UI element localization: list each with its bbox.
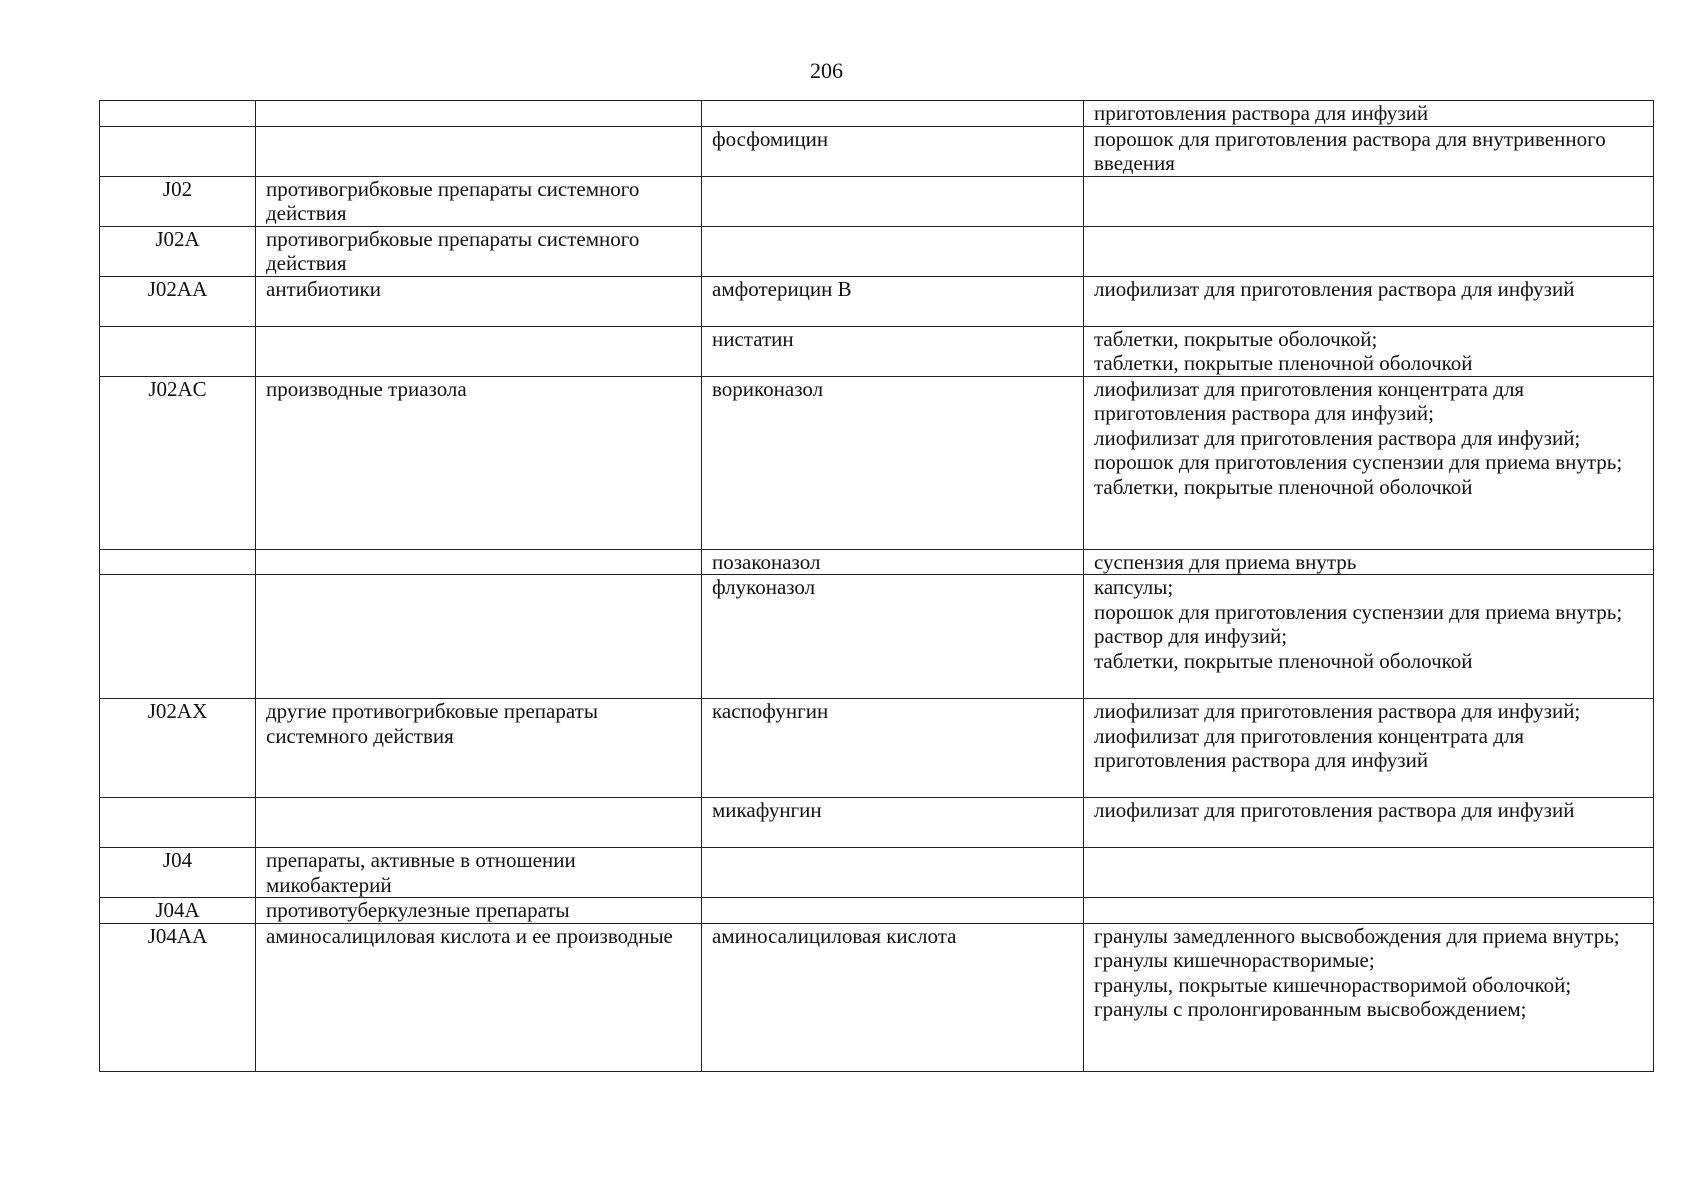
dosage-forms-cell	[1084, 226, 1654, 276]
anatomical-therapeutic-group-cell	[256, 575, 702, 699]
atc-code-cell: J02AC	[100, 376, 256, 549]
dosage-forms-cell	[1084, 126, 1654, 176]
atc-code-cell	[100, 798, 256, 848]
dosage-form-line: таблетки, покрытые пленочной оболочкой	[1094, 351, 1473, 375]
atc-code-cell: J02A	[100, 226, 256, 276]
table-row	[100, 549, 1654, 575]
medicinal-substance-cell: вориконазол	[702, 376, 1084, 549]
dosage-form-line: лиофилизат для приготовления концентрата для приготовления раствора для инфузий;	[1094, 376, 1525, 425]
table-row	[100, 898, 1654, 924]
dosage-forms-cell	[1084, 101, 1654, 127]
dosage-form-line: гранулы с пролонгированным высвобождением;	[1094, 997, 1527, 1021]
atc-code-cell	[100, 575, 256, 699]
table-row	[100, 923, 1654, 1071]
medicinal-substance-cell	[702, 848, 1084, 898]
medicinal-substance-cell	[702, 176, 1084, 226]
table-row	[100, 376, 1654, 549]
dosage-forms-cell	[1084, 923, 1654, 1071]
dosage-form-line: таблетки, покрытые пленочной оболочкой	[1094, 474, 1473, 499]
anatomical-therapeutic-group-cell	[256, 126, 702, 176]
dosage-forms-cell	[1084, 898, 1654, 924]
anatomical-therapeutic-group-cell: препараты, активные в отношении микобактерий	[256, 848, 702, 898]
page-number: 206	[810, 58, 843, 83]
atc-code-cell	[100, 101, 256, 127]
table-row	[100, 276, 1654, 326]
dosage-forms-cell	[1084, 699, 1654, 798]
dosage-forms-cell	[1084, 798, 1654, 848]
medicinal-substance-cell: амфотерицин B	[702, 276, 1084, 326]
medicinal-substance-cell: флуконазол	[702, 575, 1084, 699]
anatomical-therapeutic-group-cell: производные триазола	[256, 376, 702, 549]
dosage-form-line: гранулы кишечнорастворимые;	[1094, 948, 1375, 972]
dosage-form-line: таблетки, покрытые пленочной оболочкой	[1094, 648, 1473, 673]
anatomical-therapeutic-group-cell: противогрибковые препараты системного действия	[256, 176, 702, 226]
table-body	[100, 101, 1654, 1072]
medicinal-substance-cell: микафунгин	[702, 798, 1084, 848]
dosage-forms-cell	[1084, 326, 1654, 376]
dosage-form-line: порошок для приготовления раствора для внутривенного введения	[1094, 126, 1606, 175]
medicinal-substance-cell: нистатин	[702, 326, 1084, 376]
anatomical-therapeutic-group-cell: противотуберкулезные препараты	[256, 898, 702, 924]
dosage-form-line: лиофилизат для приготовления раствора для инфузий	[1094, 798, 1575, 822]
dosage-form-line: гранулы замедленного высвобождения для приема внутрь;	[1094, 923, 1620, 948]
anatomical-therapeutic-group-cell	[256, 798, 702, 848]
table-row	[100, 226, 1654, 276]
medicinal-substance-cell	[702, 101, 1084, 127]
atc-code-cell: J04A	[100, 898, 256, 924]
medicinal-substance-cell	[702, 898, 1084, 924]
atc-code-cell: J02AA	[100, 276, 256, 326]
dosage-form-line: лиофилизат для приготовления концентрата для приготовления раствора для инфузий	[1094, 723, 1525, 772]
atc-code-cell: J02AX	[100, 699, 256, 798]
dosage-forms-cell	[1084, 276, 1654, 326]
dosage-form-line: приготовления раствора для инфузий	[1094, 101, 1429, 125]
medicinal-substance-cell	[702, 226, 1084, 276]
dosage-forms-cell	[1084, 848, 1654, 898]
dosage-form-line: лиофилизат для приготовления раствора для инфузий	[1094, 276, 1575, 301]
dosage-form-line: раствор для инфузий;	[1094, 624, 1288, 648]
medicinal-substance-cell: аминосалициловая кислота	[702, 923, 1084, 1071]
atc-code-cell: J04AA	[100, 923, 256, 1071]
table-row	[100, 326, 1654, 376]
anatomical-therapeutic-group-cell	[256, 326, 702, 376]
dosage-form-line: таблетки, покрытые оболочкой;	[1094, 326, 1378, 351]
anatomical-therapeutic-group-cell	[256, 101, 702, 127]
dosage-form-line: капсулы;	[1094, 575, 1174, 599]
table-row	[100, 126, 1654, 176]
dosage-forms-cell	[1084, 575, 1654, 699]
table-row	[100, 798, 1654, 848]
dosage-form-line: лиофилизат для приготовления раствора для инфузий;	[1094, 425, 1581, 450]
table-row	[100, 101, 1654, 127]
anatomical-therapeutic-group-cell: другие противогрибковые препараты системного действия	[256, 699, 702, 798]
atc-code-cell: J02	[100, 176, 256, 226]
atc-code-cell	[100, 126, 256, 176]
anatomical-therapeutic-group-cell: противогрибковые препараты системного действия	[256, 226, 702, 276]
dosage-forms-cell	[1084, 376, 1654, 549]
atc-code-cell	[100, 549, 256, 575]
anatomical-therapeutic-group-cell: аминосалициловая кислота и ее производные	[256, 923, 702, 1071]
medicinal-substance-cell: позаконазол	[702, 549, 1084, 575]
table-row	[100, 176, 1654, 226]
atc-code-cell	[100, 326, 256, 376]
table-row	[100, 699, 1654, 798]
dosage-forms-cell	[1084, 549, 1654, 575]
dosage-form-line: гранулы, покрытые кишечнорастворимой оболочкой;	[1094, 972, 1572, 997]
drug-table	[99, 100, 1654, 1072]
dosage-form-line: суспензия для приема внутрь	[1094, 549, 1357, 574]
atc-code-cell: J04	[100, 848, 256, 898]
table-row	[100, 848, 1654, 898]
dosage-forms-cell	[1084, 176, 1654, 226]
medicinal-substance-cell: фосфомицин	[702, 126, 1084, 176]
table-row	[100, 575, 1654, 699]
dosage-form-line: порошок для приготовления суспензии для приема внутрь;	[1094, 599, 1623, 624]
anatomical-therapeutic-group-cell	[256, 549, 702, 575]
medicinal-substance-cell: каспофунгин	[702, 699, 1084, 798]
anatomical-therapeutic-group-cell: антибиотики	[256, 276, 702, 326]
dosage-form-line: лиофилизат для приготовления раствора для инфузий;	[1094, 699, 1581, 723]
dosage-form-line: порошок для приготовления суспензии для приема внутрь;	[1094, 450, 1623, 474]
